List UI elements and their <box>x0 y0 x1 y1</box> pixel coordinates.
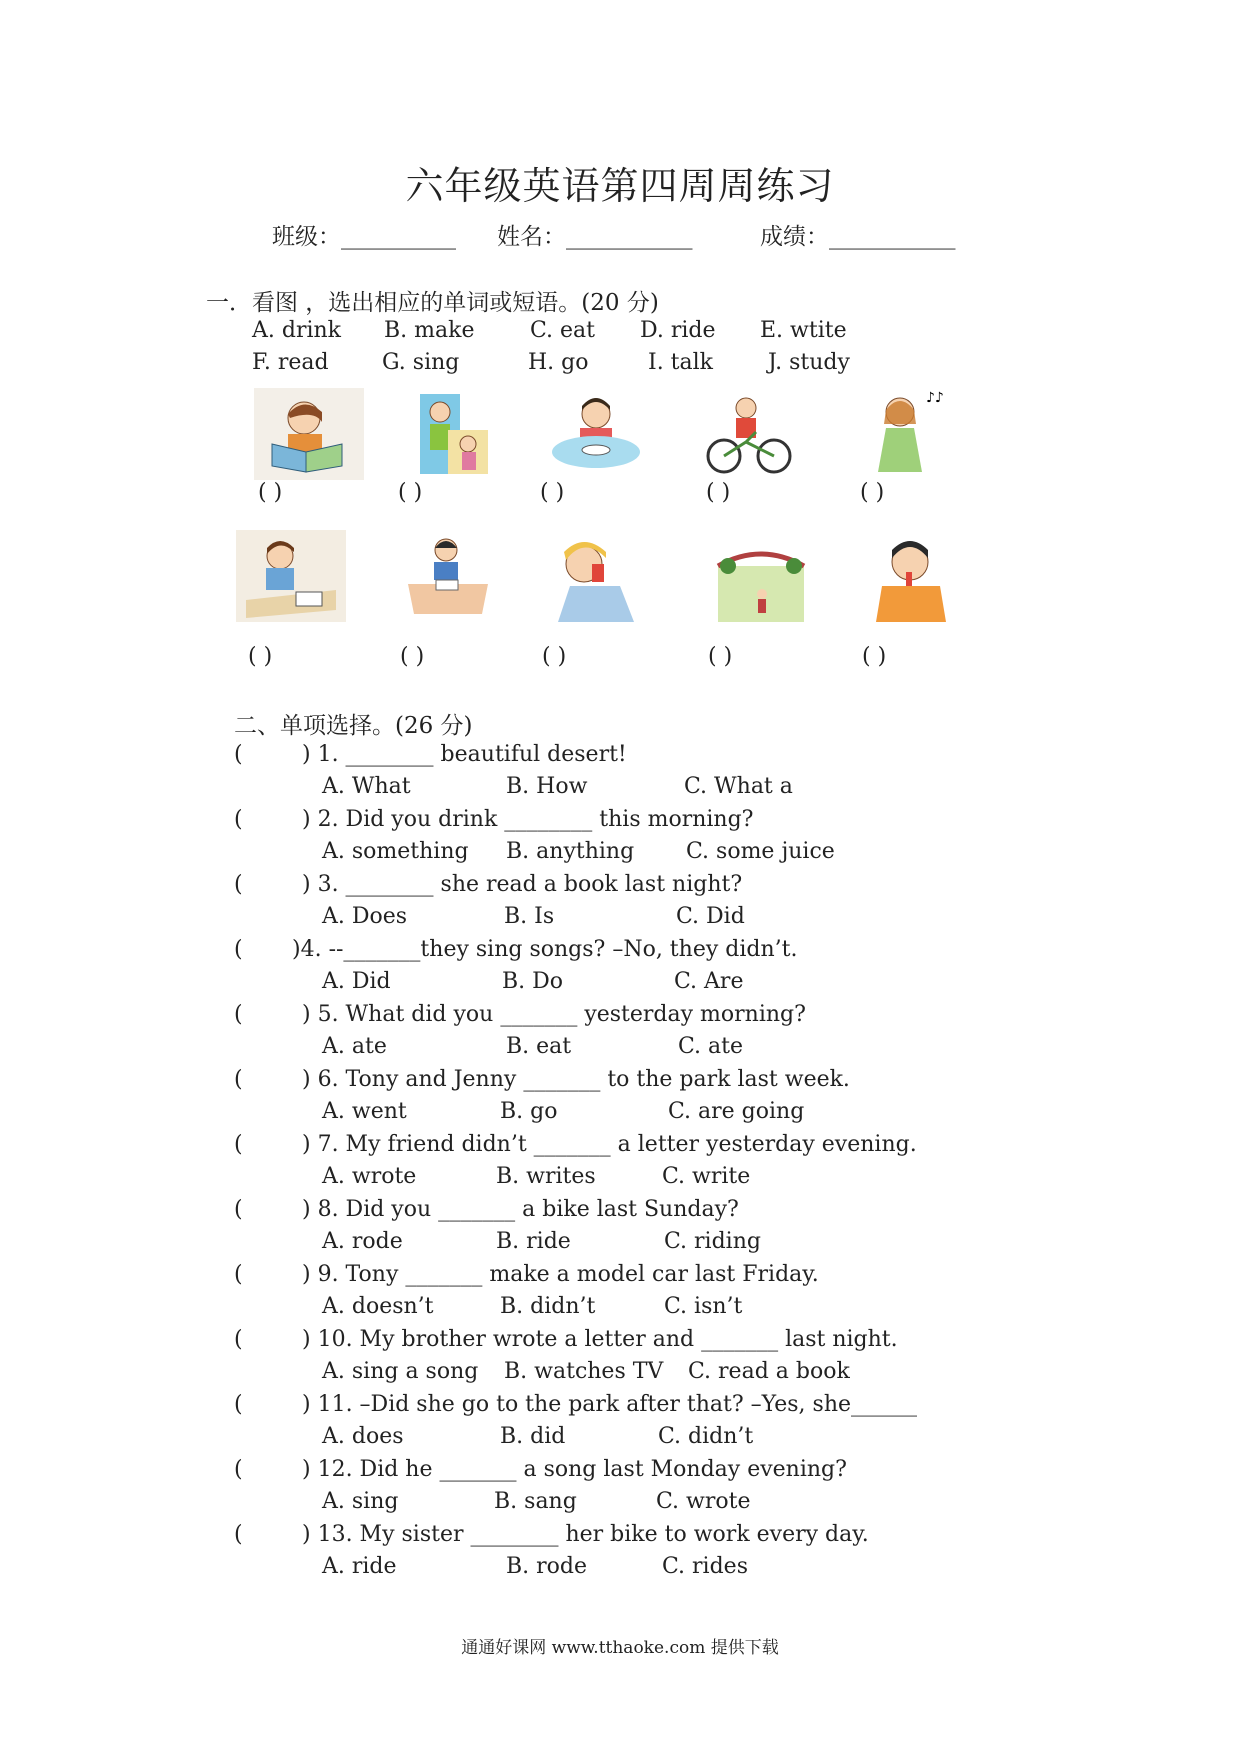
answer-paren: ( <box>234 742 243 767</box>
answer-paren: ( <box>234 872 243 897</box>
choice-c: C. write <box>662 1164 751 1189</box>
question-stem: ) 1. ________ beautiful desert! <box>302 742 627 767</box>
answer-paren: ( <box>234 1002 243 1027</box>
name-field: 姓名：___________ <box>497 224 693 250</box>
choice-b: B. didn’t <box>500 1294 596 1319</box>
answer-paren: ( <box>234 807 243 832</box>
choice-b: B. rode <box>506 1554 588 1579</box>
choice-c: C. didn’t <box>658 1424 754 1449</box>
choice-c: C. What a <box>684 774 793 799</box>
choice-b: B. Is <box>504 904 555 929</box>
answer-paren-5: ( ) <box>860 480 885 505</box>
option-e: E. wtite <box>760 318 847 343</box>
reading-book-picture <box>254 388 364 480</box>
choice-b: B. Do <box>502 969 564 994</box>
answer-paren: ( <box>234 1392 243 1417</box>
option-d: D. ride <box>640 318 716 343</box>
choice-a: A. something <box>322 839 469 864</box>
choice-c: C. some juice <box>686 839 835 864</box>
choice-a: A. ate <box>322 1034 387 1059</box>
answer-paren-4: ( ) <box>706 480 731 505</box>
question-stem: ) 3. ________ she read a book last night? <box>302 872 743 897</box>
option-a: A. drink <box>252 318 342 343</box>
answer-paren-10: ( ) <box>862 644 887 669</box>
eating-picture <box>540 388 650 480</box>
answer-paren-9: ( ) <box>708 644 733 669</box>
going-park-picture <box>706 536 816 628</box>
choice-b: B. writes <box>496 1164 596 1189</box>
singing-picture <box>850 384 960 476</box>
option-c: C. eat <box>530 318 596 343</box>
question-stem: ) 6. Tony and Jenny _______ to the park last week. <box>302 1067 850 1092</box>
choice-a: A. Did <box>322 969 391 994</box>
choice-a: A. rode <box>322 1229 403 1254</box>
question-stem: ) 12. Did he _______ a song last Monday evening? <box>302 1457 847 1482</box>
option-b: B. make <box>384 318 475 343</box>
choice-c: C. Are <box>674 969 744 994</box>
answer-paren: ( <box>234 1067 243 1092</box>
option-f: F. read <box>252 350 329 375</box>
question-stem: ) 2. Did you drink ________ this morning? <box>302 807 754 832</box>
choice-a: A. went <box>322 1099 407 1124</box>
choice-b: B. did <box>500 1424 566 1449</box>
choice-c: C. wrote <box>656 1489 751 1514</box>
brushing-teeth-picture <box>856 530 966 622</box>
answer-paren: ( <box>234 1457 243 1482</box>
question-stem: ) 10. My brother wrote a letter and _______ last night. <box>302 1327 898 1352</box>
choice-c: C. Did <box>676 904 745 929</box>
score-field: 成绩：___________ <box>760 224 956 250</box>
answer-paren: ( <box>234 937 243 962</box>
option-h: H. go <box>528 350 589 375</box>
choice-c: C. riding <box>664 1229 761 1254</box>
answer-paren-6: ( ) <box>248 644 273 669</box>
question-stem: )4. --_______they sing songs? –No, they didn’t. <box>292 937 798 962</box>
answer-paren: ( <box>234 1327 243 1352</box>
answer-paren-3: ( ) <box>540 480 565 505</box>
answer-paren: ( <box>234 1522 243 1547</box>
footer: 通通好课网 www.tthaoke.com 提供下载 <box>461 1638 779 1658</box>
question-stem: ) 5. What did you _______ yesterday morning? <box>302 1002 806 1027</box>
answer-paren-7: ( ) <box>400 644 425 669</box>
choice-a: A. doesn’t <box>322 1294 434 1319</box>
choice-b: B. sang <box>494 1489 577 1514</box>
page-title: 六年级英语第四周周练习 <box>405 164 835 208</box>
talking-phone-picture <box>396 388 506 480</box>
choice-a: A. What <box>322 774 411 799</box>
answer-paren-2: ( ) <box>398 480 423 505</box>
choice-a: A. Does <box>322 904 408 929</box>
answer-paren: ( <box>234 1197 243 1222</box>
answer-paren-8: ( ) <box>542 644 567 669</box>
question-stem: ) 13. My sister ________ her bike to work every day. <box>302 1522 869 1547</box>
choice-b: B. ride <box>496 1229 571 1254</box>
choice-b: B. How <box>506 774 588 799</box>
class-field: 班级：__________ <box>272 224 456 250</box>
choice-a: A. sing a song <box>322 1359 479 1384</box>
riding-bike-picture <box>694 388 804 480</box>
option-i: I. talk <box>648 350 714 375</box>
choice-a: A. sing <box>322 1489 399 1514</box>
studying-desk-picture <box>392 530 502 622</box>
choice-a: A. does <box>322 1424 404 1449</box>
answer-paren: ( <box>234 1132 243 1157</box>
choice-c: C. rides <box>662 1554 748 1579</box>
choice-c: C. ate <box>678 1034 744 1059</box>
question-stem: ) 11. –Did she go to the park after that? –Yes, she______ <box>302 1392 918 1417</box>
svg-text:♪♪: ♪♪ <box>926 390 944 406</box>
choice-c: C. read a book <box>688 1359 850 1384</box>
choice-b: B. eat <box>506 1034 572 1059</box>
answer-paren-1: ( ) <box>258 480 283 505</box>
choice-b: B. watches TV <box>504 1359 664 1384</box>
section1-heading: 一．看图 ，选出相应的单词或短语。(20 分) <box>206 290 659 316</box>
writing-letter-picture <box>236 530 346 622</box>
question-stem: ) 7. My friend didn’t _______ a letter yesterday evening. <box>302 1132 917 1157</box>
choice-b: B. go <box>500 1099 558 1124</box>
choice-b: B. anything <box>506 839 635 864</box>
drinking-picture <box>540 530 650 622</box>
question-stem: ) 9. Tony _______ make a model car last Friday. <box>302 1262 819 1287</box>
answer-paren: ( <box>234 1262 243 1287</box>
option-j: J. study <box>768 350 850 375</box>
choice-c: C. are going <box>668 1099 805 1124</box>
choice-a: A. wrote <box>322 1164 417 1189</box>
choice-a: A. ride <box>322 1554 397 1579</box>
option-g: G. sing <box>382 350 460 375</box>
question-stem: ) 8. Did you _______ a bike last Sunday? <box>302 1197 739 1222</box>
section2-heading: 二、单项选择。(26 分) <box>234 713 473 739</box>
choice-c: C. isn’t <box>664 1294 743 1319</box>
